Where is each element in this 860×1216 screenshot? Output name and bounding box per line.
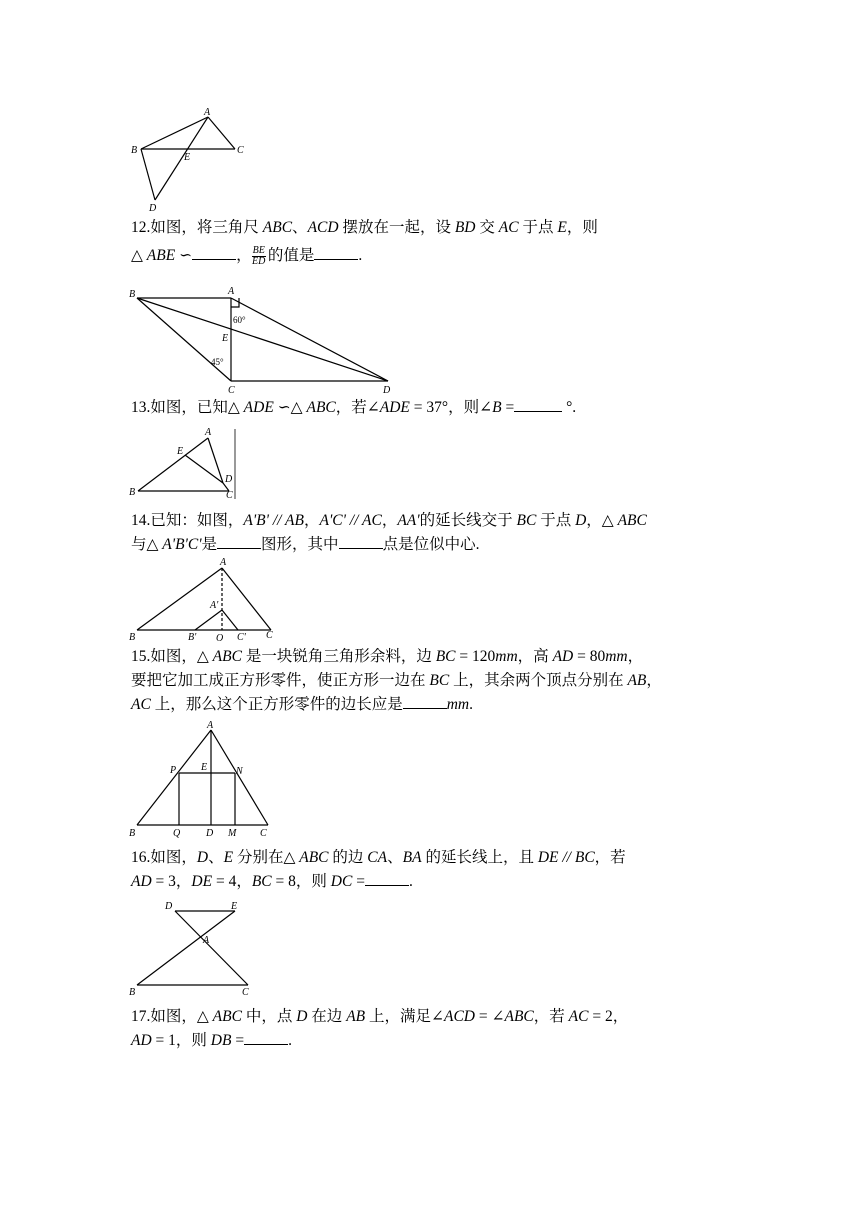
label-A: A xyxy=(228,286,235,297)
label-A: A xyxy=(204,107,211,118)
label-B-prime: B' xyxy=(188,632,197,643)
label-B: B xyxy=(129,289,136,300)
label-C: C xyxy=(228,385,235,396)
label-Q: Q xyxy=(173,828,181,839)
answer-blank[interactable] xyxy=(314,258,358,260)
angle-45: 45° xyxy=(211,357,224,367)
label-A: A xyxy=(205,427,212,438)
answer-blank[interactable] xyxy=(192,258,236,260)
label-P: P xyxy=(170,765,177,776)
label-A: A xyxy=(220,557,227,568)
label-E: E xyxy=(184,152,191,163)
fraction-be-ed: $\frac{BE}{ED}$ xyxy=(252,244,266,267)
question-13 xyxy=(131,396,576,420)
label-B: B xyxy=(129,987,136,998)
angle-60: 60° xyxy=(233,315,246,325)
label-N: N xyxy=(236,766,243,777)
q16-line2: AD = 3，DE = 4，BC = 8，则 DC = . xyxy=(131,873,413,890)
label-B: B xyxy=(129,487,136,498)
answer-blank[interactable] xyxy=(217,547,261,549)
figure-q12 xyxy=(125,285,400,395)
label-D: D xyxy=(206,828,214,839)
label-B: B xyxy=(131,145,138,156)
question-15 xyxy=(131,645,662,717)
label-E: E xyxy=(177,446,184,457)
label-C: C xyxy=(266,630,273,641)
q17-line1: 17.如图，△ ABC 中，点 D 在边 AB 上，满足∠ACD = ∠ABC，若 AC = 2， xyxy=(131,1008,629,1025)
label-A-prime: A' xyxy=(210,600,219,611)
q12-line2: △ ABE ∽ ， $\frac{BE}{ED}$ 的值是 . xyxy=(131,244,363,267)
label-C-prime: C' xyxy=(237,632,246,643)
answer-blank[interactable] xyxy=(403,707,447,709)
answer-blank[interactable] xyxy=(365,884,409,886)
label-E: E xyxy=(222,333,229,344)
answer-blank[interactable] xyxy=(514,410,562,412)
label-A: A xyxy=(203,935,210,946)
label-C: C xyxy=(260,828,267,839)
label-C: C xyxy=(242,987,249,998)
label-B: B xyxy=(129,828,136,839)
question-14 xyxy=(131,509,647,557)
label-D: D xyxy=(225,474,233,485)
question-12 xyxy=(131,216,598,268)
label-E: E xyxy=(231,901,238,912)
q14-line2: 与△ A'B'C'是 图形，其中 点是位似中心. xyxy=(131,536,480,553)
answer-blank[interactable] xyxy=(339,547,383,549)
label-C: C xyxy=(226,490,233,501)
q15-line2: 要把它加工成正方形零件，使正方形一边在 BC 上，其余两个顶点分别在 AB， xyxy=(131,672,662,689)
q12-line1: 12.如图，将三角尺 ABC、ACD 摆放在一起，设 BD 交 AC 于点 E，则 xyxy=(131,219,598,236)
label-D: D xyxy=(165,901,173,912)
q15-line3: AC 上，那么这个正方形零件的边长应是 mm. xyxy=(131,696,473,713)
label-O: O xyxy=(216,633,224,644)
label-D: D xyxy=(149,203,157,214)
question-16 xyxy=(131,846,626,894)
figure-q16 xyxy=(125,898,265,998)
figure-q14 xyxy=(125,558,285,644)
label-M: M xyxy=(228,828,237,839)
label-A: A xyxy=(207,720,214,731)
label-D: D xyxy=(383,385,391,396)
q17-line2: AD = 1，则 DB = . xyxy=(131,1032,292,1049)
answer-blank[interactable] xyxy=(244,1043,288,1045)
q13-line1: 13.如图，已知△ ADE ∽△ ABC，若∠ADE = 37°，则∠B = °. xyxy=(131,399,577,416)
q14-line1: 14.已知：如图，A'B' // AB，A'C' // AC，AA'的延长线交于 BC 于点 D，△ ABC xyxy=(131,512,647,529)
question-17 xyxy=(131,1005,628,1053)
figure-q13 xyxy=(125,425,245,503)
q15-line1: 15.如图，△ ABC 是一块锐角三角形余料，边 BC = 120mm，高 AD = 80mm， xyxy=(131,648,644,665)
label-B: B xyxy=(129,632,136,643)
figure-q15 xyxy=(125,718,275,843)
q16-line1: 16.如图，D、E 分别在△ ABC 的边 CA、BA 的延长线上，且 DE // BC，若 xyxy=(131,849,626,866)
label-C: C xyxy=(237,145,244,156)
figure-q11 xyxy=(125,105,255,215)
label-E: E xyxy=(201,762,208,773)
